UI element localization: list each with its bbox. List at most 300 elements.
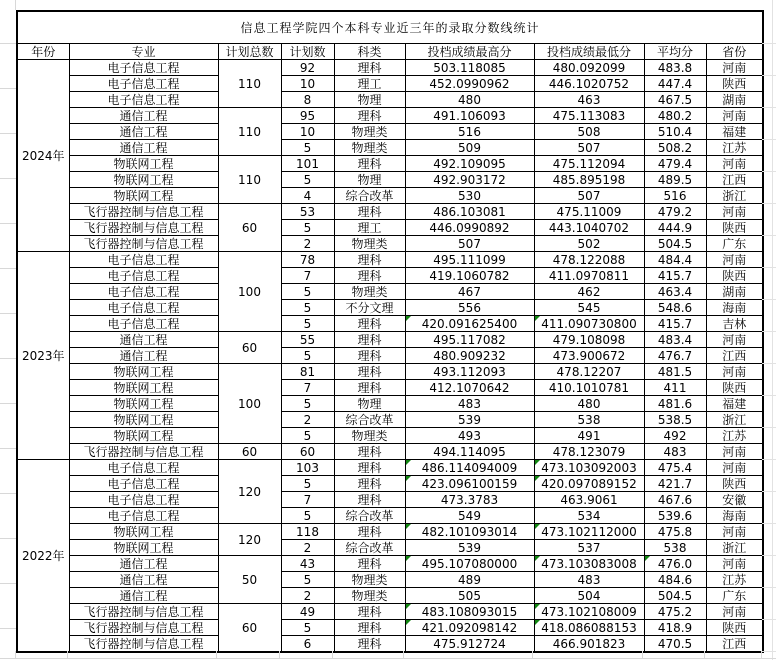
avg-score-cell[interactable]: 479.4 <box>644 156 706 172</box>
sheet-gridline <box>772 0 773 660</box>
min-score-cell[interactable]: 502 <box>534 236 644 252</box>
avg-score-cell[interactable]: 463.4 <box>644 284 706 300</box>
year-cell[interactable]: 2023年 <box>17 252 69 460</box>
province-cell[interactable]: 河南 <box>706 204 763 220</box>
province-cell[interactable]: 湖南 <box>706 284 763 300</box>
sheet-gridline <box>762 555 776 556</box>
max-score-cell[interactable]: 516 <box>405 124 534 140</box>
max-score-cell[interactable]: 483 <box>405 396 534 412</box>
header-min-score[interactable]: 投档成绩最低分 <box>534 44 644 60</box>
subject-category-cell[interactable]: 理科 <box>334 316 405 332</box>
min-score-cell[interactable]: 446.1020752 <box>534 76 644 92</box>
subject-category-cell[interactable]: 理科 <box>334 60 405 76</box>
avg-score-cell[interactable]: 538 <box>644 540 706 556</box>
avg-score-cell[interactable]: 492 <box>644 428 706 444</box>
max-score-cell[interactable]: 492.903172 <box>405 172 534 188</box>
plan-count-cell[interactable]: 2 <box>281 540 334 556</box>
sheet-gridline <box>762 43 776 44</box>
max-score-cell[interactable]: 483.108093015 <box>405 604 534 620</box>
avg-score-cell[interactable]: 476.7 <box>644 348 706 364</box>
sheet-gridline <box>0 628 16 629</box>
plan-count-cell[interactable]: 5 <box>281 220 334 236</box>
min-score-cell[interactable]: 475.113083 <box>534 108 644 124</box>
province-cell[interactable]: 河南 <box>706 524 763 540</box>
avg-score-cell[interactable]: 475.8 <box>644 524 706 540</box>
subject-category-cell[interactable]: 理科 <box>334 460 405 476</box>
plan-count-cell[interactable]: 5 <box>281 284 334 300</box>
avg-score-cell[interactable]: 483.4 <box>644 332 706 348</box>
plan-total-cell[interactable]: 60 <box>218 604 281 653</box>
min-score-cell[interactable]: 466.901823 <box>534 636 644 653</box>
plan-count-cell[interactable]: 6 <box>281 636 334 653</box>
province-cell[interactable]: 海南 <box>706 300 763 316</box>
avg-score-cell[interactable]: 476.0 <box>644 556 706 572</box>
subject-category-cell[interactable]: 综合改革 <box>334 412 405 428</box>
plan-count-cell[interactable]: 10 <box>281 124 334 140</box>
major-cell[interactable]: 通信工程 <box>69 140 218 156</box>
plan-total-cell[interactable]: 60 <box>218 204 281 252</box>
plan-total-cell[interactable]: 50 <box>218 556 281 604</box>
min-score-cell[interactable]: 478.122088 <box>534 252 644 268</box>
min-score-cell[interactable]: 473.102112000 <box>534 524 644 540</box>
major-cell[interactable]: 物联网工程 <box>69 156 218 172</box>
major-cell[interactable]: 电子信息工程 <box>69 508 218 524</box>
avg-score-cell[interactable]: 415.7 <box>644 268 706 284</box>
min-score-cell[interactable]: 473.103092003 <box>534 460 644 476</box>
subject-category-cell[interactable]: 物理 <box>334 172 405 188</box>
province-cell[interactable]: 浙江 <box>706 412 763 428</box>
major-cell[interactable]: 物联网工程 <box>69 380 218 396</box>
province-cell[interactable]: 河南 <box>706 332 763 348</box>
plan-count-cell[interactable]: 5 <box>281 300 334 316</box>
avg-score-cell[interactable]: 447.4 <box>644 76 706 92</box>
plan-count-cell[interactable]: 5 <box>281 620 334 636</box>
plan-total-cell[interactable]: 120 <box>218 460 281 524</box>
major-cell[interactable]: 电子信息工程 <box>69 492 218 508</box>
province-cell[interactable]: 河南 <box>706 556 763 572</box>
avg-score-cell[interactable]: 481.5 <box>644 364 706 380</box>
plan-count-cell[interactable]: 5 <box>281 476 334 492</box>
plan-total-cell[interactable]: 100 <box>218 252 281 332</box>
major-cell[interactable]: 通信工程 <box>69 108 218 124</box>
plan-count-cell[interactable]: 5 <box>281 428 334 444</box>
plan-count-cell[interactable]: 2 <box>281 236 334 252</box>
province-cell[interactable]: 陕西 <box>706 476 763 492</box>
max-score-cell[interactable]: 556 <box>405 300 534 316</box>
max-score-cell[interactable]: 419.1060782 <box>405 268 534 284</box>
plan-count-cell[interactable]: 81 <box>281 364 334 380</box>
sheet-gridline <box>762 651 776 652</box>
avg-score-cell[interactable]: 548.6 <box>644 300 706 316</box>
major-cell[interactable]: 物联网工程 <box>69 364 218 380</box>
table-row <box>17 508 763 524</box>
province-cell[interactable]: 河南 <box>706 252 763 268</box>
max-score-cell[interactable]: 495.117082 <box>405 332 534 348</box>
plan-count-cell[interactable]: 118 <box>281 524 334 540</box>
header-max-score[interactable]: 投档成绩最高分 <box>405 44 534 60</box>
min-score-cell[interactable]: 463 <box>534 92 644 108</box>
major-cell[interactable]: 飞行器控制与信息工程 <box>69 220 218 236</box>
header-year[interactable]: 年份 <box>17 44 69 60</box>
plan-count-cell[interactable]: 2 <box>281 588 334 604</box>
header-province[interactable]: 省份 <box>706 44 763 60</box>
major-cell[interactable]: 通信工程 <box>69 332 218 348</box>
plan-count-cell[interactable]: 7 <box>281 492 334 508</box>
plan-total-cell[interactable]: 60 <box>218 444 281 460</box>
major-cell[interactable]: 物联网工程 <box>69 188 218 204</box>
subject-category-cell[interactable]: 综合改革 <box>334 188 405 204</box>
subject-category-cell[interactable]: 理科 <box>334 620 405 636</box>
plan-total-cell[interactable]: 120 <box>218 524 281 556</box>
major-cell[interactable]: 通信工程 <box>69 572 218 588</box>
min-score-cell[interactable]: 507 <box>534 188 644 204</box>
province-cell[interactable]: 河南 <box>706 460 763 476</box>
max-score-cell[interactable]: 446.0990892 <box>405 220 534 236</box>
major-cell[interactable]: 电子信息工程 <box>69 252 218 268</box>
major-cell[interactable]: 物联网工程 <box>69 428 218 444</box>
major-cell[interactable]: 通信工程 <box>69 556 218 572</box>
major-cell[interactable]: 物联网工程 <box>69 540 218 556</box>
max-score-cell[interactable]: 495.107080000 <box>405 556 534 572</box>
avg-score-cell[interactable]: 481.6 <box>644 396 706 412</box>
max-score-cell[interactable]: 475.912724 <box>405 636 534 653</box>
min-score-cell[interactable]: 473.900672 <box>534 348 644 364</box>
min-score-cell[interactable]: 411.0970811 <box>534 268 644 284</box>
avg-score-cell[interactable]: 516 <box>644 188 706 204</box>
subject-category-cell[interactable]: 理科 <box>334 348 405 364</box>
min-score-cell[interactable]: 545 <box>534 300 644 316</box>
province-cell[interactable]: 福建 <box>706 124 763 140</box>
subject-category-cell[interactable]: 理工 <box>334 76 405 92</box>
max-score-cell[interactable]: 420.091625400 <box>405 316 534 332</box>
max-score-cell[interactable]: 539 <box>405 412 534 428</box>
avg-score-cell[interactable]: 415.7 <box>644 316 706 332</box>
subject-category-cell[interactable]: 理科 <box>334 108 405 124</box>
max-score-cell[interactable]: 480 <box>405 92 534 108</box>
min-score-cell[interactable]: 534 <box>534 508 644 524</box>
subject-category-cell[interactable]: 综合改革 <box>334 508 405 524</box>
subject-category-cell[interactable]: 不分文理 <box>334 300 405 316</box>
major-cell[interactable]: 电子信息工程 <box>69 460 218 476</box>
major-cell[interactable]: 物联网工程 <box>69 172 218 188</box>
max-score-cell[interactable]: 491.106093 <box>405 108 534 124</box>
province-cell[interactable]: 江西 <box>706 636 763 653</box>
province-cell[interactable]: 安徽 <box>706 492 763 508</box>
avg-score-cell[interactable]: 480.2 <box>644 108 706 124</box>
province-cell[interactable]: 河南 <box>706 156 763 172</box>
plan-count-cell[interactable]: 78 <box>281 252 334 268</box>
plan-count-cell[interactable]: 5 <box>281 572 334 588</box>
min-score-cell[interactable]: 462 <box>534 284 644 300</box>
min-score-cell[interactable]: 473.102108009 <box>534 604 644 620</box>
major-cell[interactable]: 电子信息工程 <box>69 268 218 284</box>
province-cell[interactable]: 福建 <box>706 396 763 412</box>
max-score-cell[interactable]: 473.3783 <box>405 492 534 508</box>
avg-score-cell[interactable]: 484.6 <box>644 572 706 588</box>
min-score-cell[interactable]: 478.12207 <box>534 364 644 380</box>
subject-category-cell[interactable]: 物理类 <box>334 284 405 300</box>
min-score-cell[interactable]: 418.086088153 <box>534 620 644 636</box>
table-row <box>17 620 763 636</box>
subject-category-cell[interactable]: 理科 <box>334 332 405 348</box>
plan-count-cell[interactable]: 101 <box>281 156 334 172</box>
avg-score-cell[interactable]: 489.5 <box>644 172 706 188</box>
major-cell[interactable]: 电子信息工程 <box>69 92 218 108</box>
max-score-cell[interactable]: 493.112093 <box>405 364 534 380</box>
avg-score-cell[interactable]: 504.5 <box>644 588 706 604</box>
province-cell[interactable]: 河南 <box>706 60 763 76</box>
avg-score-cell[interactable]: 418.9 <box>644 620 706 636</box>
subject-category-cell[interactable]: 物理类 <box>334 124 405 140</box>
major-cell[interactable]: 电子信息工程 <box>69 76 218 92</box>
plan-count-cell[interactable]: 95 <box>281 108 334 124</box>
province-cell[interactable]: 江苏 <box>706 428 763 444</box>
major-cell[interactable]: 飞行器控制与信息工程 <box>69 636 218 653</box>
subject-category-cell[interactable]: 理科 <box>334 604 405 620</box>
min-score-cell[interactable]: 411.090730800 <box>534 316 644 332</box>
min-score-cell[interactable]: 410.1010781 <box>534 380 644 396</box>
avg-score-cell[interactable]: 508.2 <box>644 140 706 156</box>
header-subject-category[interactable]: 科类 <box>334 44 405 60</box>
max-score-cell[interactable]: 486.103081 <box>405 204 534 220</box>
subject-category-cell[interactable]: 理科 <box>334 252 405 268</box>
plan-count-cell[interactable]: 4 <box>281 188 334 204</box>
subject-category-cell[interactable]: 理科 <box>334 524 405 540</box>
header-avg-score[interactable]: 平均分 <box>644 44 706 60</box>
sheet-gridline <box>762 587 776 588</box>
avg-score-cell[interactable]: 467.5 <box>644 92 706 108</box>
max-score-cell[interactable]: 492.109095 <box>405 156 534 172</box>
header-plan-count[interactable]: 计划数 <box>281 44 334 60</box>
plan-count-cell[interactable]: 5 <box>281 172 334 188</box>
avg-score-cell[interactable]: 470.5 <box>644 636 706 653</box>
province-cell[interactable]: 河南 <box>706 364 763 380</box>
subject-category-cell[interactable]: 理科 <box>334 268 405 284</box>
max-score-cell[interactable]: 530 <box>405 188 534 204</box>
avg-score-cell[interactable]: 421.7 <box>644 476 706 492</box>
major-cell[interactable]: 物联网工程 <box>69 396 218 412</box>
plan-count-cell[interactable]: 7 <box>281 380 334 396</box>
major-cell[interactable]: 物联网工程 <box>69 524 218 540</box>
plan-count-cell[interactable]: 5 <box>281 140 334 156</box>
table-title[interactable]: 信息工程学院四个本科专业近三年的录取分数线统计 <box>17 11 763 44</box>
province-cell[interactable]: 浙江 <box>706 188 763 204</box>
province-cell[interactable]: 河南 <box>706 444 763 460</box>
avg-score-cell[interactable]: 483 <box>644 444 706 460</box>
sheet-gridline <box>0 403 16 404</box>
avg-score-cell[interactable]: 484.4 <box>644 252 706 268</box>
min-score-cell[interactable]: 485.895198 <box>534 172 644 188</box>
header-plan-total[interactable]: 计划总数 <box>218 44 281 60</box>
province-cell[interactable]: 陕西 <box>706 620 763 636</box>
avg-score-cell[interactable]: 479.2 <box>644 204 706 220</box>
max-score-cell[interactable]: 421.092098142 <box>405 620 534 636</box>
max-score-cell[interactable]: 467 <box>405 284 534 300</box>
province-cell[interactable]: 广东 <box>706 236 763 252</box>
subject-category-cell[interactable]: 理科 <box>334 364 405 380</box>
plan-count-cell[interactable]: 2 <box>281 412 334 428</box>
year-cell[interactable]: 2022年 <box>17 460 69 653</box>
major-cell[interactable]: 通信工程 <box>69 588 218 604</box>
min-score-cell[interactable]: 538 <box>534 412 644 428</box>
table-row <box>17 524 763 540</box>
max-score-cell[interactable]: 493 <box>405 428 534 444</box>
subject-category-cell[interactable]: 理科 <box>334 476 405 492</box>
min-score-cell[interactable]: 537 <box>534 540 644 556</box>
subject-category-cell[interactable]: 理工 <box>334 220 405 236</box>
subject-category-cell[interactable]: 理科 <box>334 204 405 220</box>
province-cell[interactable]: 江苏 <box>706 140 763 156</box>
plan-total-cell[interactable]: 110 <box>218 108 281 156</box>
major-cell[interactable]: 飞行器控制与信息工程 <box>69 604 218 620</box>
subject-category-cell[interactable]: 综合改革 <box>334 540 405 556</box>
sheet-gridline <box>0 358 16 359</box>
avg-score-cell[interactable]: 444.9 <box>644 220 706 236</box>
min-score-cell[interactable]: 491 <box>534 428 644 444</box>
province-cell[interactable]: 河南 <box>706 108 763 124</box>
min-score-cell[interactable]: 508 <box>534 124 644 140</box>
plan-count-cell[interactable]: 8 <box>281 92 334 108</box>
max-score-cell[interactable]: 509 <box>405 140 534 156</box>
major-cell[interactable]: 物联网工程 <box>69 412 218 428</box>
sheet-gridline <box>15 0 16 10</box>
subject-category-cell[interactable]: 理科 <box>334 636 405 653</box>
major-cell[interactable]: 飞行器控制与信息工程 <box>69 620 218 636</box>
province-cell[interactable]: 广东 <box>706 588 763 604</box>
plan-total-cell[interactable]: 110 <box>218 156 281 204</box>
min-score-cell[interactable]: 475.112094 <box>534 156 644 172</box>
plan-count-cell[interactable]: 103 <box>281 460 334 476</box>
subject-category-cell[interactable]: 理科 <box>334 156 405 172</box>
major-cell[interactable]: 电子信息工程 <box>69 284 218 300</box>
province-cell[interactable]: 湖南 <box>706 92 763 108</box>
max-score-cell[interactable]: 507 <box>405 236 534 252</box>
province-cell[interactable]: 江苏 <box>706 572 763 588</box>
sheet-gridline <box>0 268 16 269</box>
plan-count-cell[interactable]: 5 <box>281 508 334 524</box>
province-cell[interactable]: 河南 <box>706 604 763 620</box>
max-score-cell[interactable]: 505 <box>405 588 534 604</box>
max-score-cell[interactable]: 482.101093014 <box>405 524 534 540</box>
min-score-cell[interactable]: 480 <box>534 396 644 412</box>
max-score-cell[interactable]: 423.096100159 <box>405 476 534 492</box>
min-score-cell[interactable]: 478.123079 <box>534 444 644 460</box>
plan-total-cell[interactable]: 110 <box>218 60 281 108</box>
plan-count-cell[interactable]: 60 <box>281 444 334 460</box>
avg-score-cell[interactable]: 467.6 <box>644 492 706 508</box>
min-score-cell[interactable]: 463.9061 <box>534 492 644 508</box>
major-cell[interactable]: 电子信息工程 <box>69 316 218 332</box>
major-cell[interactable]: 飞行器控制与信息工程 <box>69 444 218 460</box>
min-score-cell[interactable]: 443.1040702 <box>534 220 644 236</box>
subject-category-cell[interactable]: 理科 <box>334 556 405 572</box>
min-score-cell[interactable]: 483 <box>534 572 644 588</box>
avg-score-cell[interactable]: 475.2 <box>644 604 706 620</box>
plan-count-cell[interactable]: 55 <box>281 332 334 348</box>
major-cell[interactable]: 电子信息工程 <box>69 476 218 492</box>
major-cell[interactable]: 电子信息工程 <box>69 300 218 316</box>
subject-category-cell[interactable]: 物理类 <box>334 588 405 604</box>
plan-count-cell[interactable]: 53 <box>281 204 334 220</box>
province-cell[interactable]: 陕西 <box>706 220 763 236</box>
avg-score-cell[interactable]: 483.8 <box>644 60 706 76</box>
min-score-cell[interactable]: 420.097089152 <box>534 476 644 492</box>
avg-score-cell[interactable]: 510.4 <box>644 124 706 140</box>
province-cell[interactable]: 海南 <box>706 508 763 524</box>
subject-category-cell[interactable]: 理科 <box>334 444 405 460</box>
table-row <box>17 108 763 124</box>
plan-total-cell[interactable]: 60 <box>218 332 281 364</box>
min-score-cell[interactable]: 480.092099 <box>534 60 644 76</box>
avg-score-cell[interactable]: 539.6 <box>644 508 706 524</box>
avg-score-cell[interactable]: 538.5 <box>644 412 706 428</box>
subject-category-cell[interactable]: 物理类 <box>334 236 405 252</box>
max-score-cell[interactable]: 412.1070642 <box>405 380 534 396</box>
province-cell[interactable]: 浙江 <box>706 540 763 556</box>
sheet-gridline <box>0 223 16 224</box>
min-score-cell[interactable]: 473.103083008 <box>534 556 644 572</box>
major-cell[interactable]: 通信工程 <box>69 348 218 364</box>
max-score-cell[interactable]: 486.114094009 <box>405 460 534 476</box>
major-cell[interactable]: 电子信息工程 <box>69 60 218 76</box>
max-score-cell[interactable]: 452.0990962 <box>405 76 534 92</box>
province-cell[interactable]: 江西 <box>706 172 763 188</box>
min-score-cell[interactable]: 507 <box>534 140 644 156</box>
major-cell[interactable]: 通信工程 <box>69 124 218 140</box>
table-row <box>17 284 763 300</box>
max-score-cell[interactable]: 495.111099 <box>405 252 534 268</box>
plan-count-cell[interactable]: 5 <box>281 396 334 412</box>
province-cell[interactable]: 陕西 <box>706 268 763 284</box>
header-major[interactable]: 专业 <box>69 44 218 60</box>
major-cell[interactable]: 飞行器控制与信息工程 <box>69 236 218 252</box>
max-score-cell[interactable]: 549 <box>405 508 534 524</box>
year-cell[interactable]: 2024年 <box>17 60 69 252</box>
subject-category-cell[interactable]: 物理 <box>334 396 405 412</box>
max-score-cell[interactable]: 539 <box>405 540 534 556</box>
province-cell[interactable]: 江西 <box>706 348 763 364</box>
min-score-cell[interactable]: 479.108098 <box>534 332 644 348</box>
plan-count-cell[interactable]: 10 <box>281 76 334 92</box>
avg-score-cell[interactable]: 411 <box>644 380 706 396</box>
max-score-cell[interactable]: 494.114095 <box>405 444 534 460</box>
subject-category-cell[interactable]: 理科 <box>334 380 405 396</box>
subject-category-cell[interactable]: 物理类 <box>334 140 405 156</box>
max-score-cell[interactable]: 480.909232 <box>405 348 534 364</box>
plan-count-cell[interactable]: 92 <box>281 60 334 76</box>
plan-count-cell[interactable]: 5 <box>281 316 334 332</box>
province-cell[interactable]: 陕西 <box>706 76 763 92</box>
min-score-cell[interactable]: 504 <box>534 588 644 604</box>
subject-category-cell[interactable]: 物理类 <box>334 428 405 444</box>
plan-count-cell[interactable]: 5 <box>281 348 334 364</box>
avg-score-cell[interactable]: 475.4 <box>644 460 706 476</box>
min-score-cell[interactable]: 475.11009 <box>534 204 644 220</box>
plan-count-cell[interactable]: 7 <box>281 268 334 284</box>
subject-category-cell[interactable]: 物理类 <box>334 572 405 588</box>
avg-score-cell[interactable]: 504.5 <box>644 236 706 252</box>
major-cell[interactable]: 飞行器控制与信息工程 <box>69 204 218 220</box>
max-score-cell[interactable]: 489 <box>405 572 534 588</box>
max-score-cell[interactable]: 503.118085 <box>405 60 534 76</box>
subject-category-cell[interactable]: 物理 <box>334 92 405 108</box>
plan-count-cell[interactable]: 49 <box>281 604 334 620</box>
plan-total-cell[interactable]: 100 <box>218 364 281 444</box>
province-cell[interactable]: 陕西 <box>706 380 763 396</box>
plan-count-cell[interactable]: 43 <box>281 556 334 572</box>
province-cell[interactable]: 吉林 <box>706 316 763 332</box>
subject-category-cell[interactable]: 理科 <box>334 492 405 508</box>
